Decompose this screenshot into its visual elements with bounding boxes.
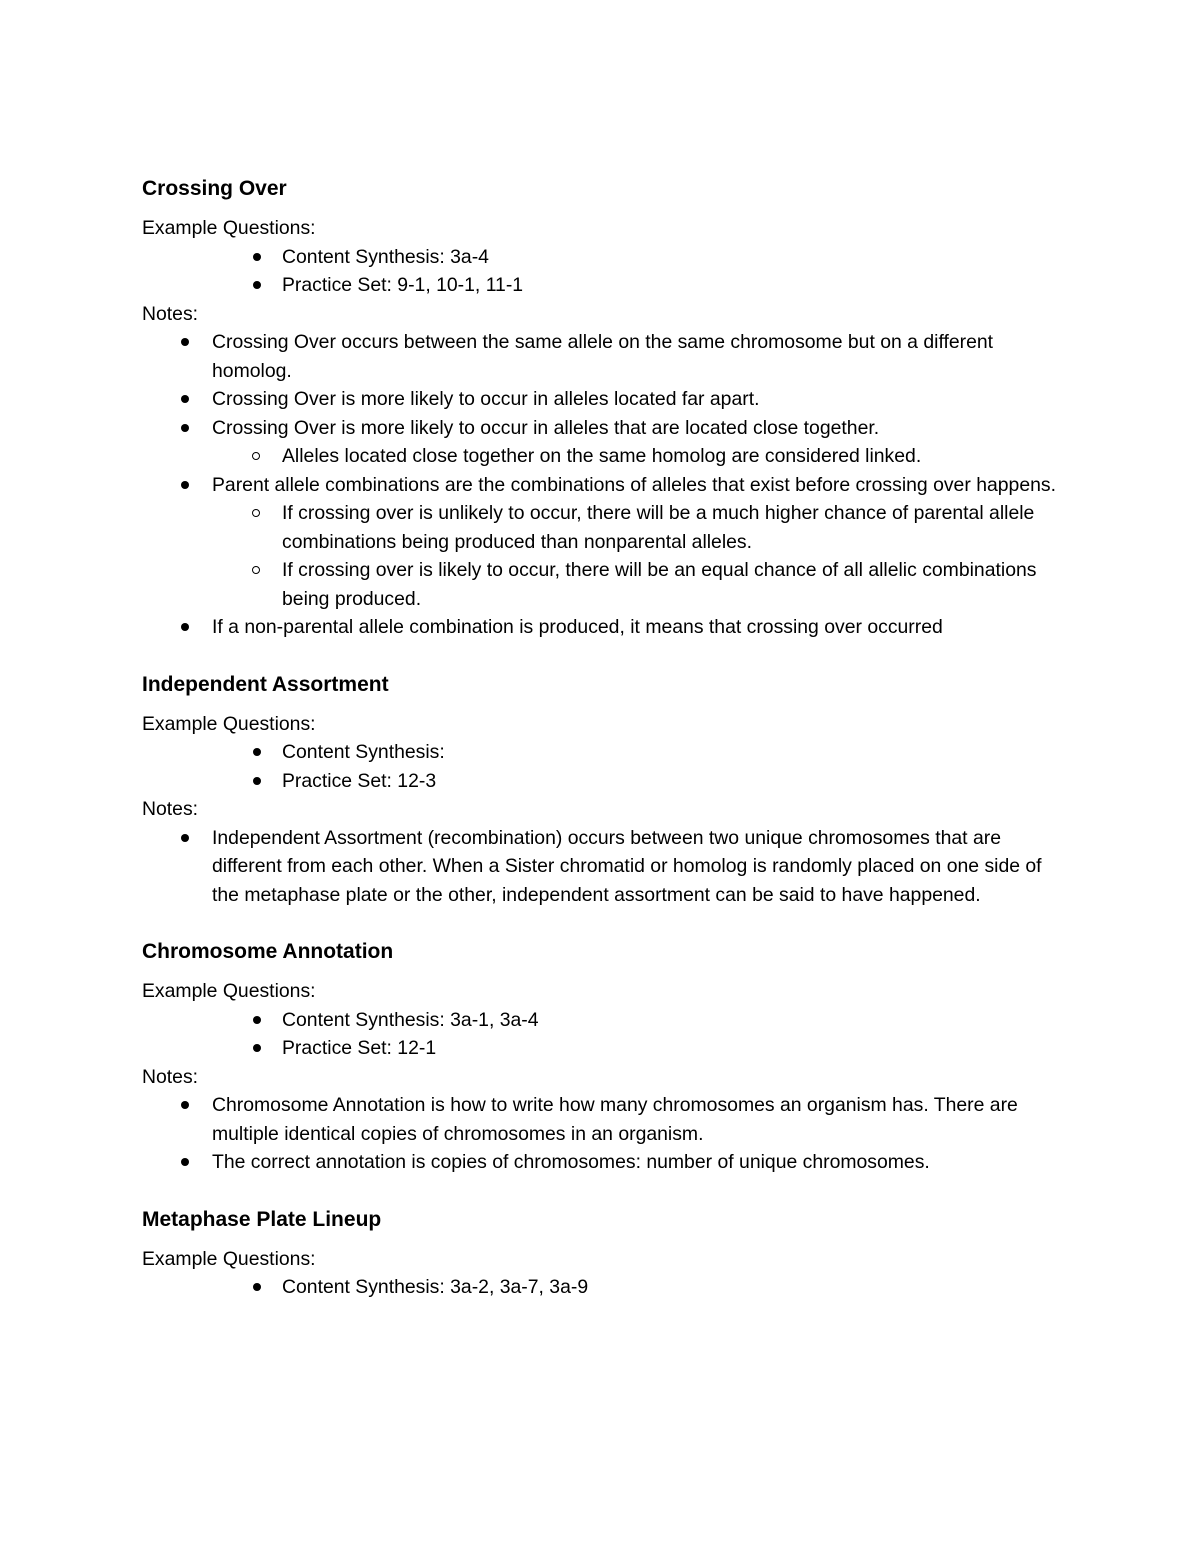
example-questions-label: Example Questions: bbox=[142, 217, 316, 239]
hollow-bullet-icon bbox=[252, 566, 260, 574]
example-list bbox=[142, 1273, 1070, 1302]
sub-list-item: If crossing over is likely to occur, there will be an equal chance of all allelic combinations being produced. bbox=[142, 556, 1070, 613]
section-crossing-over bbox=[142, 176, 1070, 642]
section-heading: Independent Assortment bbox=[142, 672, 389, 696]
bullet-icon bbox=[253, 1044, 261, 1052]
bullet-icon bbox=[181, 424, 189, 432]
list-item: Practice Set: 9-1, 10-1, 11-1 bbox=[142, 271, 1070, 300]
list-item: Crossing Over is more likely to occur in alleles that are located close together. bbox=[142, 414, 1070, 443]
example-list bbox=[142, 1006, 1070, 1063]
example-list bbox=[142, 243, 1070, 300]
section-heading: Crossing Over bbox=[142, 177, 287, 200]
hollow-bullet-icon bbox=[252, 452, 260, 460]
bullet-icon bbox=[181, 395, 189, 403]
notes-label: Notes: bbox=[142, 302, 199, 325]
notes-list bbox=[142, 1091, 1070, 1177]
section-heading: Metaphase Plate Lineup bbox=[142, 1207, 382, 1231]
notes-label: Notes: bbox=[142, 1065, 199, 1088]
section-independent-assortment bbox=[142, 672, 1070, 910]
hollow-bullet-icon bbox=[252, 509, 260, 517]
list-item: Practice Set: 12-3 bbox=[142, 767, 1070, 796]
notes-list bbox=[142, 328, 1070, 642]
list-item: Content Synthesis: bbox=[142, 738, 1070, 767]
bullet-icon bbox=[253, 748, 261, 756]
section-spacer bbox=[142, 909, 1070, 939]
sub-list-item: If crossing over is unlikely to occur, there will be a much higher chance of parental allele combinations being produced than nonparental alleles. bbox=[142, 499, 1070, 556]
example-questions-label: Example Questions: bbox=[142, 1247, 316, 1270]
section-spacer bbox=[142, 642, 1070, 672]
example-questions-label: Example Questions: bbox=[142, 712, 316, 735]
list-item: Content Synthesis: 3a-2, 3a-7, 3a-9 bbox=[142, 1273, 1070, 1302]
example-questions-label: Example Questions: bbox=[142, 980, 316, 1002]
section-chromosome-annotation bbox=[142, 939, 1070, 1177]
list-item: Content Synthesis: 3a-4 bbox=[142, 243, 1070, 272]
bullet-icon bbox=[253, 253, 261, 261]
list-item: Independent Assortment (recombination) occurs between two unique chromosomes that are different from each other. When a Sister chromatid or homolog is randomly placed on one side of the metaphase plate or the other, independent assortment can be said to have happened. bbox=[142, 824, 1070, 910]
bullet-icon bbox=[253, 1283, 261, 1291]
list-item: Parent allele combinations are the combinations of alleles that exist before crossing over happens. bbox=[142, 471, 1070, 500]
notes-list bbox=[142, 824, 1070, 910]
bullet-icon bbox=[253, 777, 261, 785]
bullet-icon bbox=[181, 338, 189, 346]
list-item: Crossing Over is more likely to occur in alleles located far apart. bbox=[142, 385, 1070, 414]
notes-label: Notes: bbox=[142, 798, 199, 820]
section-spacer bbox=[142, 1177, 1070, 1207]
bullet-icon bbox=[181, 1158, 189, 1166]
example-list bbox=[142, 738, 1070, 795]
list-item: The correct annotation is copies of chromosomes: number of unique chromosomes. bbox=[142, 1148, 1070, 1177]
section-heading: Chromosome Annotation bbox=[142, 940, 394, 963]
bullet-icon bbox=[253, 281, 261, 289]
list-item: If a non-parental allele combination is produced, it means that crossing over occurred bbox=[142, 613, 1070, 642]
list-item: Crossing Over occurs between the same allele on the same chromosome but on a different homolog. bbox=[142, 328, 1070, 385]
bullet-icon bbox=[181, 481, 189, 489]
bullet-icon bbox=[181, 623, 189, 631]
section-metaphase-plate-lineup bbox=[142, 1207, 1070, 1302]
bullet-icon bbox=[253, 1016, 261, 1024]
bullet-icon bbox=[181, 834, 189, 842]
list-item: Practice Set: 12-1 bbox=[142, 1034, 1070, 1063]
sub-list-item: Alleles located close together on the same homolog are considered linked. bbox=[142, 442, 1070, 471]
list-item: Content Synthesis: 3a-1, 3a-4 bbox=[142, 1006, 1070, 1035]
list-item: Chromosome Annotation is how to write how many chromosomes an organism has. There are multiple identical copies of chromosomes in an organism. bbox=[142, 1091, 1070, 1148]
bullet-icon bbox=[181, 1101, 189, 1109]
